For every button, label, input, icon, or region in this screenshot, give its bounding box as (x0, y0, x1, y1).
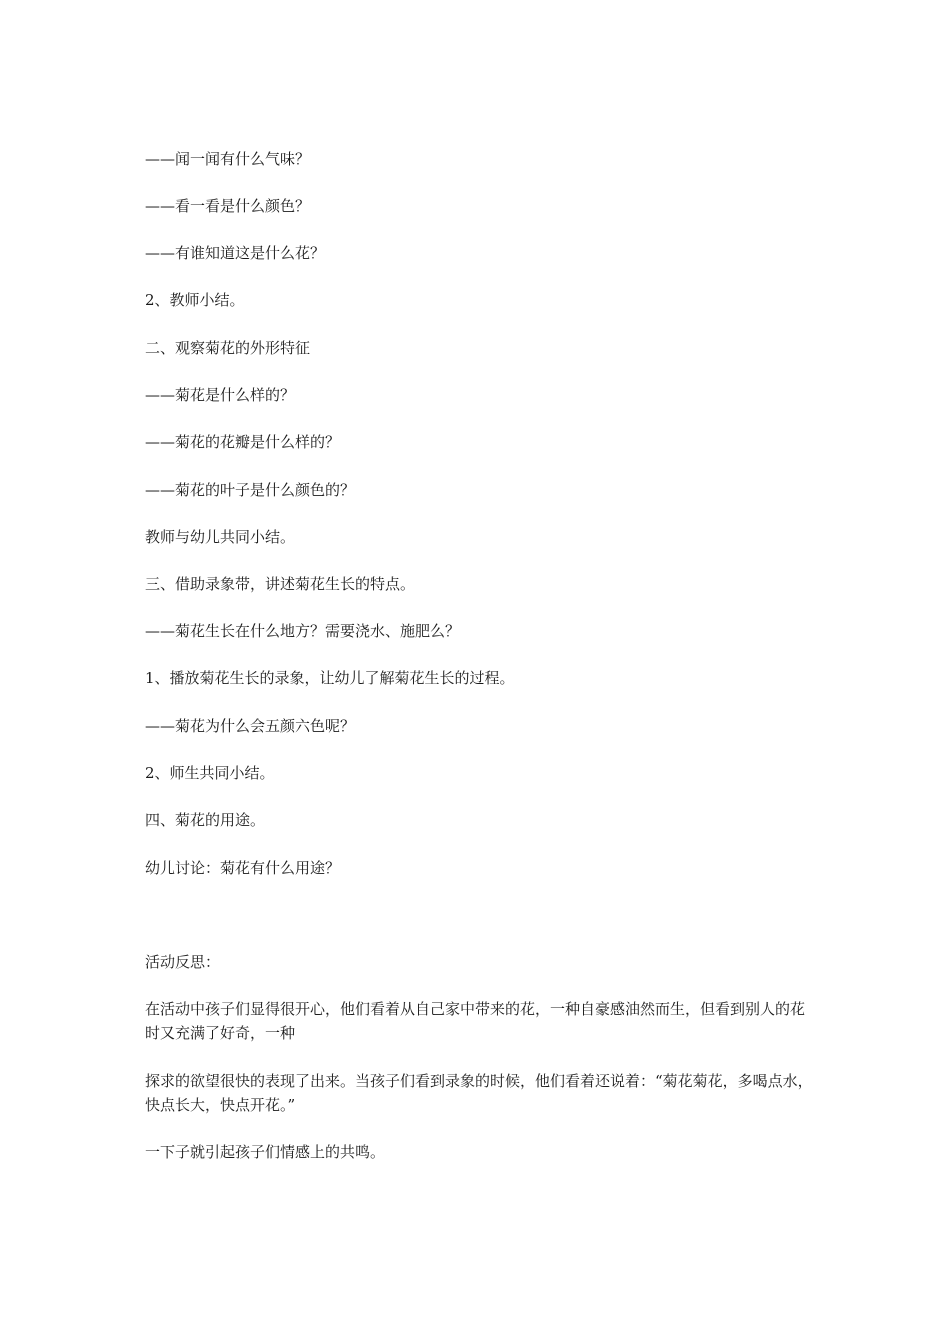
reflection-paragraph: 在活动中孩子们显得很开心，他们看着从自己家中带来的花，一种自豪感油然而生，但看到别人的花时又充满了好奇，一种 (145, 1000, 806, 1042)
section-heading: 三、借助录象带，讲述菊花生长的特点。 (145, 575, 416, 593)
text-line: 教师与幼儿共同小结。 (145, 528, 296, 546)
text-line: ——菊花的叶子是什么颜色的？ (145, 481, 356, 499)
text-line: ——看一看是什么颜色？ (145, 197, 311, 215)
text-line: ——菊花的花瓣是什么样的？ (145, 433, 341, 451)
text-line: ——菊花是什么样的？ (145, 386, 296, 404)
reflection-heading: 活动反思： (145, 953, 221, 971)
text-line: ——菊花为什么会五颜六色呢？ (145, 717, 356, 735)
text-line: ——闻一闻有什么气味？ (145, 150, 311, 168)
reflection-paragraph: 一下子就引起孩子们情感上的共鸣。 (145, 1143, 386, 1161)
reflection-paragraph: 探求的欲望很快的表现了出来。当孩子们看到录象的时候，他们看着还说着：“菊花菊花，多喝点水，快点长大，快点开花。” (145, 1072, 813, 1114)
text-line: 幼儿讨论：菊花有什么用途？ (145, 859, 341, 877)
text-line: 1、播放菊花生长的录象，让幼儿了解菊花生长的过程。 (145, 669, 515, 687)
text-line: 2、师生共同小结。 (145, 764, 275, 782)
text-line: ——菊花生长在什么地方？需要浇水、施肥么？ (145, 622, 461, 640)
text-line: ——有谁知道这是什么花？ (145, 244, 326, 262)
section-heading: 二、观察菊花的外形特征 (145, 339, 311, 357)
text-line: 2、教师小结。 (145, 291, 245, 309)
section-heading: 四、菊花的用途。 (145, 811, 266, 829)
